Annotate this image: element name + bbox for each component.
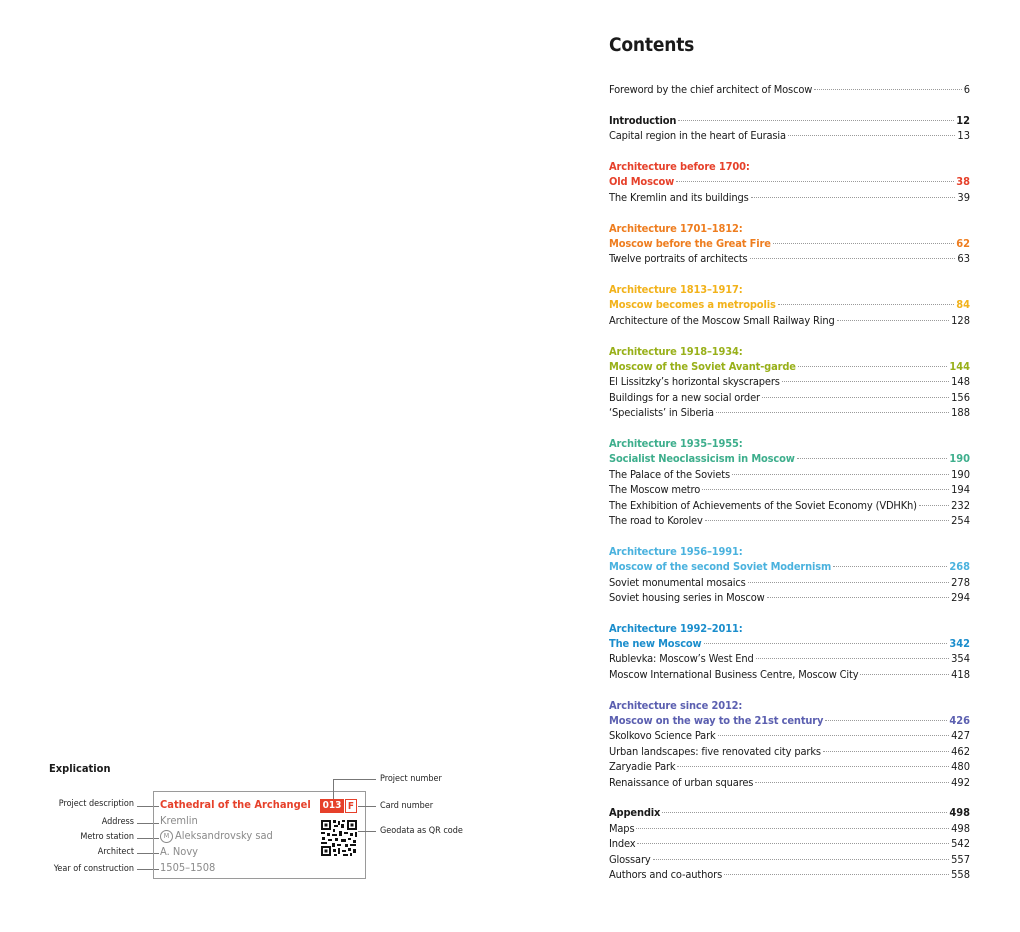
toc-entry[interactable] bbox=[609, 805, 970, 820]
toc-entry[interactable] bbox=[609, 251, 970, 266]
card-letter-badge: F bbox=[345, 799, 357, 813]
dot-leader bbox=[677, 766, 949, 767]
toc-entry[interactable] bbox=[609, 467, 970, 482]
dot-leader bbox=[751, 197, 956, 198]
toc-entry-title: Introduction bbox=[609, 113, 677, 127]
dot-leader bbox=[716, 412, 949, 413]
toc-entry[interactable] bbox=[609, 852, 970, 867]
label-address: Address bbox=[101, 817, 134, 827]
card-architect: A. Novy bbox=[160, 845, 199, 858]
toc-entry[interactable] bbox=[609, 482, 970, 497]
toc-entry-page: 294 bbox=[951, 590, 970, 604]
label-project-description: Project description bbox=[58, 799, 134, 809]
section-heading: Architecture before 1700: bbox=[609, 159, 750, 173]
dot-leader bbox=[762, 397, 949, 398]
toc-entry-title: Soviet housing series in Moscow bbox=[609, 590, 765, 604]
dot-leader bbox=[919, 505, 949, 506]
dot-leader bbox=[778, 304, 955, 305]
card-metro bbox=[160, 829, 273, 843]
label-card-number: Card number bbox=[380, 801, 434, 811]
toc-entry[interactable] bbox=[609, 759, 970, 774]
toc-entry-title: The Palace of the Soviets bbox=[609, 467, 730, 481]
dot-leader bbox=[755, 782, 949, 783]
dot-leader bbox=[788, 135, 955, 136]
toc-entry-page: 254 bbox=[951, 513, 970, 527]
section-heading: Architecture 1956–1991: bbox=[609, 544, 743, 558]
toc-entry-title: Soviet monumental mosaics bbox=[609, 575, 746, 589]
toc-entry-page: 480 bbox=[951, 760, 970, 774]
toc-entry-title: Moscow becomes a metropolis bbox=[609, 298, 776, 312]
explication-title: Explication bbox=[49, 762, 111, 775]
dot-leader bbox=[662, 812, 947, 813]
section-gap bbox=[609, 267, 970, 282]
dot-leader bbox=[637, 843, 949, 844]
toc-entry-page: 156 bbox=[951, 390, 970, 404]
label-metro-station: Metro station bbox=[80, 832, 134, 842]
toc-entry[interactable] bbox=[609, 359, 970, 374]
toc-entry[interactable] bbox=[609, 713, 970, 728]
toc-entry[interactable] bbox=[609, 451, 970, 466]
toc-entry-page: 194 bbox=[951, 483, 970, 497]
toc-entry-title: The new Moscow bbox=[609, 637, 702, 651]
toc-entry-page: 542 bbox=[951, 837, 970, 851]
toc-entry-title: Appendix bbox=[609, 806, 661, 820]
section-gap bbox=[609, 682, 970, 697]
section-gap bbox=[609, 790, 970, 805]
toc-entry-page: 190 bbox=[949, 452, 970, 466]
toc-title: Contents bbox=[609, 34, 695, 56]
toc-entry[interactable] bbox=[609, 190, 970, 205]
dot-leader bbox=[676, 181, 954, 182]
dot-leader bbox=[702, 489, 949, 490]
label-architect: Architect bbox=[97, 847, 134, 857]
toc-entry-page: 190 bbox=[951, 467, 970, 481]
toc-entry-page: 427 bbox=[951, 729, 970, 743]
toc-entry-page: 39 bbox=[957, 190, 970, 204]
toc-entry-page: 38 bbox=[956, 175, 970, 189]
metro-icon: M bbox=[160, 830, 173, 843]
toc-entry[interactable] bbox=[609, 575, 970, 590]
label-geodata: Geodata as QR code bbox=[380, 826, 463, 836]
toc-entry[interactable] bbox=[609, 590, 970, 605]
dot-leader bbox=[718, 735, 950, 736]
toc-entry[interactable] bbox=[609, 174, 970, 189]
toc-entry-title: Socialist Neoclassicism in Moscow bbox=[609, 452, 795, 466]
toc-entry-page: 6 bbox=[963, 83, 970, 96]
section-heading: Architecture 1935–1955: bbox=[609, 436, 743, 450]
toc-entry-page: 557 bbox=[951, 852, 970, 866]
section-gap bbox=[609, 144, 970, 159]
section-heading: Architecture 1813–1917: bbox=[609, 283, 743, 297]
toc-entry-title: Urban landscapes: five renovated city parks bbox=[609, 744, 821, 758]
section-heading: Architecture 1701–1812: bbox=[609, 221, 743, 235]
toc-entry-title: The road to Korolev bbox=[609, 513, 703, 527]
toc-entry-page: 128 bbox=[951, 313, 970, 327]
dot-leader bbox=[825, 720, 947, 721]
toc-entry-page: 13 bbox=[957, 129, 970, 143]
dot-leader bbox=[748, 582, 949, 583]
toc-entry-page: 63 bbox=[957, 252, 970, 266]
toc-entry[interactable] bbox=[609, 82, 970, 97]
leader-line bbox=[358, 831, 376, 832]
toc-entry-title: Twelve portraits of architects bbox=[609, 252, 748, 266]
toc-entry-page: 342 bbox=[949, 637, 970, 651]
toc-entry-page: 354 bbox=[951, 652, 970, 666]
dot-leader bbox=[724, 874, 949, 875]
toc-entry-title: Renaissance of urban squares bbox=[609, 775, 754, 789]
toc-entry-title: Zaryadie Park bbox=[609, 760, 676, 774]
dot-leader bbox=[756, 658, 949, 659]
dot-leader bbox=[860, 674, 949, 675]
toc-entry-title: The Exhibition of Achievements of the Soviet Economy (VDHKh) bbox=[609, 498, 917, 512]
dot-leader bbox=[767, 597, 950, 598]
toc-entry-title: Authors and co-authors bbox=[609, 867, 723, 881]
section-gap bbox=[609, 421, 970, 436]
toc-entry-title: Skolkovo Science Park bbox=[609, 729, 716, 743]
toc-entry-title: Buildings for a new social order bbox=[609, 390, 760, 404]
card-year: 1505–1508 bbox=[160, 861, 216, 874]
toc-entry[interactable] bbox=[609, 374, 970, 389]
dot-leader bbox=[732, 474, 949, 475]
toc-entry-page: 232 bbox=[951, 498, 970, 512]
toc-entry-page: 144 bbox=[949, 360, 970, 374]
toc-entry-title: Foreword by the chief architect of Moscow bbox=[609, 83, 813, 96]
section-gap bbox=[609, 205, 970, 220]
toc-entry[interactable] bbox=[609, 821, 970, 836]
toc-entry[interactable] bbox=[609, 313, 970, 328]
dot-leader bbox=[782, 381, 949, 382]
dot-leader bbox=[798, 366, 947, 367]
section-gap bbox=[609, 605, 970, 620]
toc-entry[interactable] bbox=[609, 744, 970, 759]
leader-line bbox=[333, 779, 376, 780]
toc-entry-title: Moscow International Business Centre, Moscow City bbox=[609, 667, 859, 681]
toc-entry-page: 558 bbox=[951, 867, 970, 881]
toc-entry-title: Moscow of the Soviet Avant-garde bbox=[609, 360, 796, 374]
toc-entry[interactable] bbox=[609, 390, 970, 405]
toc-entry-title: Moscow before the Great Fire bbox=[609, 236, 771, 250]
toc-entry[interactable] bbox=[609, 498, 970, 513]
toc-entry-title: Capital region in the heart of Eurasia bbox=[609, 129, 786, 143]
dot-leader bbox=[837, 320, 949, 321]
card-metro-name: Aleksandrovsky sad bbox=[175, 829, 273, 842]
dot-leader bbox=[636, 828, 949, 829]
qr-code-icon bbox=[320, 819, 358, 857]
leader-line bbox=[358, 806, 376, 807]
label-project-number: Project number bbox=[380, 774, 442, 784]
card-address: Kremlin bbox=[160, 814, 198, 827]
section-heading: Architecture 1918–1934: bbox=[609, 344, 743, 358]
dot-leader bbox=[678, 120, 954, 121]
dot-leader bbox=[814, 89, 961, 90]
dot-leader bbox=[823, 751, 949, 752]
toc-entry-title: Index bbox=[609, 837, 636, 851]
toc-entry[interactable] bbox=[609, 405, 970, 420]
section-gap bbox=[609, 328, 970, 343]
toc-entry-page: 268 bbox=[949, 560, 970, 574]
toc-entry-title: Maps bbox=[609, 821, 635, 835]
section-gap bbox=[609, 97, 970, 112]
toc-entry[interactable] bbox=[609, 559, 970, 574]
section-gap bbox=[609, 528, 970, 543]
toc-entry[interactable] bbox=[609, 667, 970, 682]
toc-entry[interactable] bbox=[609, 867, 970, 882]
toc-entry[interactable] bbox=[609, 297, 970, 312]
toc-entry[interactable] bbox=[609, 836, 970, 851]
toc-entry-title: Glossary bbox=[609, 852, 651, 866]
toc-entry-page: 426 bbox=[949, 714, 970, 728]
toc-entry-page: 12 bbox=[956, 113, 970, 127]
section-heading: Architecture 1992–2011: bbox=[609, 621, 743, 635]
project-number-badge: 013 bbox=[320, 799, 344, 813]
toc-entry-title: El Lissitzky’s horizontal skyscrapers bbox=[609, 375, 780, 389]
toc-entry-page: 492 bbox=[951, 775, 970, 789]
toc-entry-title: The Kremlin and its buildings bbox=[609, 190, 749, 204]
toc-entry-title: Architecture of the Moscow Small Railway Ring bbox=[609, 313, 835, 327]
dot-leader bbox=[704, 643, 948, 644]
toc-entry[interactable] bbox=[609, 128, 970, 143]
toc-entry-page: 462 bbox=[951, 744, 970, 758]
toc-entry-title: ‘Specialists’ in Siberia bbox=[609, 406, 714, 420]
toc-entry-page: 62 bbox=[956, 236, 970, 250]
toc-entry-page: 498 bbox=[951, 821, 970, 835]
toc-entry[interactable] bbox=[609, 513, 970, 528]
section-heading: Architecture since 2012: bbox=[609, 698, 743, 712]
toc-entry[interactable] bbox=[609, 236, 970, 251]
toc-entry-title: Old Moscow bbox=[609, 175, 675, 189]
toc-entry-title: Moscow of the second Soviet Modernism bbox=[609, 560, 832, 574]
toc-entry-title: The Moscow metro bbox=[609, 483, 701, 497]
toc-entry[interactable] bbox=[609, 651, 970, 666]
dot-leader bbox=[773, 243, 954, 244]
toc-entry-page: 148 bbox=[951, 375, 970, 389]
toc-entry[interactable] bbox=[609, 113, 970, 128]
dot-leader bbox=[653, 859, 950, 860]
toc-entry-title: Rublevka: Moscow’s West End bbox=[609, 652, 754, 666]
card-project-name: Cathedral of the Archangel bbox=[160, 798, 311, 811]
toc-entry[interactable] bbox=[609, 636, 970, 651]
toc-entry-page: 498 bbox=[949, 806, 970, 820]
toc-entry-page: 278 bbox=[951, 575, 970, 589]
label-year: Year of construction bbox=[53, 864, 134, 874]
table-of-contents bbox=[609, 82, 970, 882]
dot-leader bbox=[833, 566, 947, 567]
dot-leader bbox=[705, 520, 949, 521]
toc-entry-title: Moscow on the way to the 21st century bbox=[609, 714, 824, 728]
toc-entry[interactable] bbox=[609, 775, 970, 790]
dot-leader bbox=[750, 258, 956, 259]
toc-entry-page: 418 bbox=[951, 667, 970, 681]
toc-entry-page: 188 bbox=[951, 406, 970, 420]
toc-entry[interactable] bbox=[609, 728, 970, 743]
toc-entry-page: 84 bbox=[956, 298, 970, 312]
leader-line bbox=[333, 779, 334, 799]
dot-leader bbox=[797, 458, 948, 459]
